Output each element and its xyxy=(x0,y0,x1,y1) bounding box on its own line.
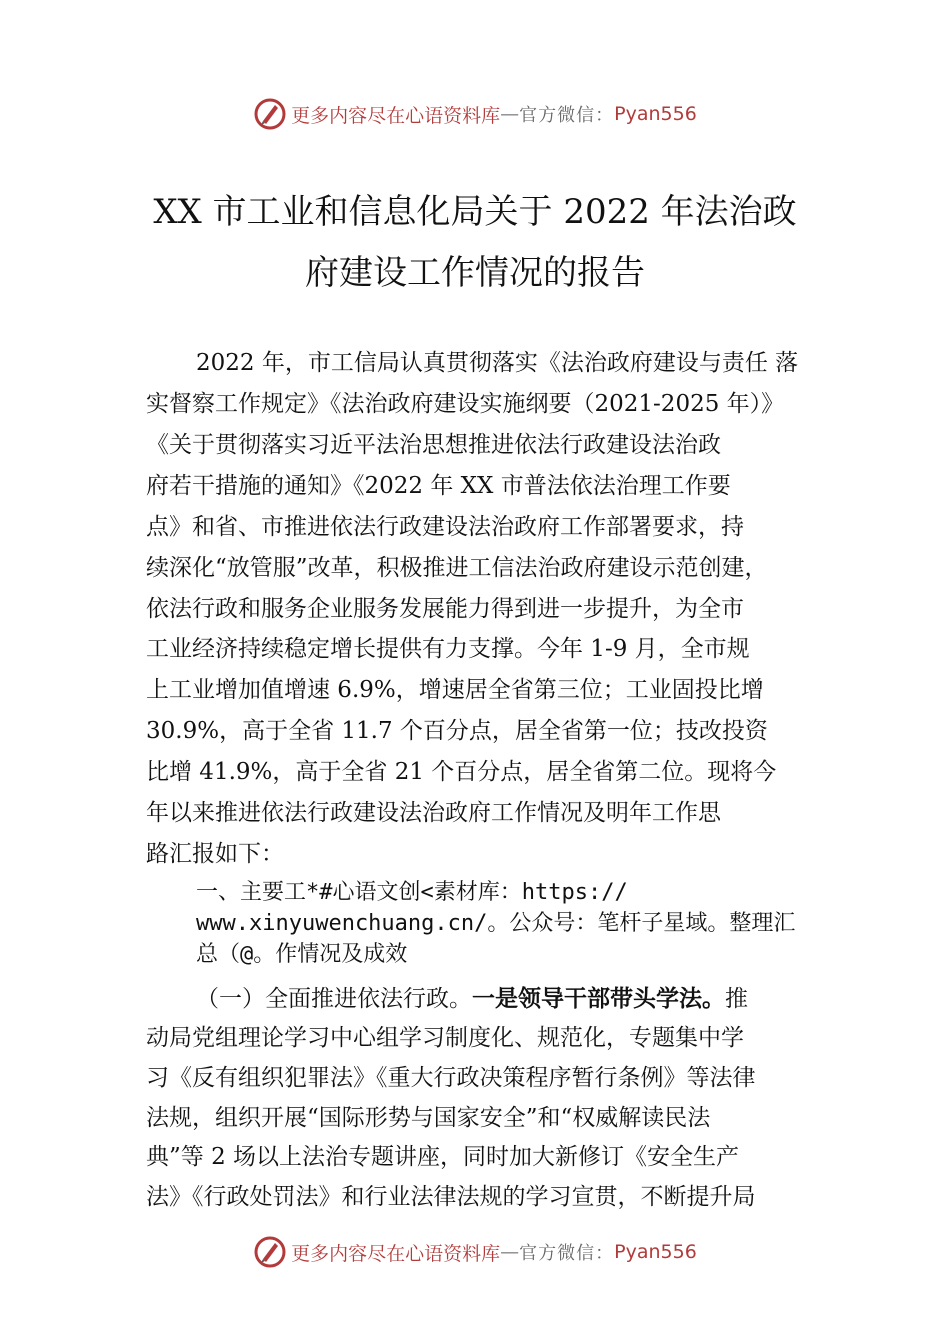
paragraph-line: 典”等 2 场以上法治专题讲座，同时加大新修订《安全生产 xyxy=(146,1144,740,1170)
paragraph-line: 依法行政和服务企业服务发展能力得到进一步提升，为全市 xyxy=(146,596,744,622)
paragraph-line: 路汇报如下： xyxy=(146,841,284,867)
paragraph-line: 续深化“放管服”改革，积极推进工信法治政府建设示范创建， xyxy=(146,555,768,581)
paragraph-line: 法规，组织开展“国际形势与国家安全”和“权威解读民法 xyxy=(146,1105,711,1131)
banner-separator: — xyxy=(500,103,520,125)
footer-banner xyxy=(0,1232,950,1272)
document-title-line-1: XX 市工业和信息化局关于 2022 年法治政 xyxy=(153,192,797,232)
banner-label: 官方微信： xyxy=(519,1243,615,1264)
paragraph-line: 法》《行政处罚法》和行业法律法规的学习宣贯，不断提升局 xyxy=(146,1184,756,1210)
banner-wechat-id: Pyan556 xyxy=(614,1241,697,1263)
section-heading-line: www.xinyuwenchuang.cn/。公众号：笔杆子星域。整理汇 xyxy=(196,911,796,936)
paragraph-line: 动局党组理论学习中心组学习制度化、规范化，专题集中学 xyxy=(146,1025,744,1051)
paragraph-line: 30.9%，高于全省 11.7 个百分点，居全省第一位；技改投资 xyxy=(146,718,768,744)
banner-label: 官方微信： xyxy=(519,105,615,126)
banner-text: 更多内容尽在心语资料库 xyxy=(291,104,501,127)
subsection-lead: （一）全面推进依法行政。 xyxy=(196,986,472,1012)
bold-point: 一是领导干部带头学法。 xyxy=(472,985,725,1012)
paragraph-line: 实督察工作规定》《法治政府建设实施纲要（2021-2025 年）》 xyxy=(146,391,785,417)
paragraph-line: 点》和省、市推进依法行政建设法治政府工作部署要求，持 xyxy=(146,514,744,540)
banner-text: 更多内容尽在心语资料库 xyxy=(291,1242,501,1265)
paragraph-line xyxy=(196,984,748,1014)
paragraph-line: 2022 年，市工信局认真贯彻落实《法治政府建设与责任 落 xyxy=(196,350,799,376)
section-heading-line: 总（@。作情况及成效 xyxy=(196,942,408,967)
section-heading-line: 一、主要工*#心语文创<素材库：https:// xyxy=(196,880,628,905)
banner-wechat-id: Pyan556 xyxy=(614,103,697,125)
header-banner xyxy=(0,94,950,134)
paragraph-line: 府若干措施的通知》《2022 年 XX 市普法依法治理工作要 xyxy=(146,473,731,499)
paragraph-line: 习《反有组织犯罪法》《重大行政决策程序暂行条例》等法律 xyxy=(146,1065,756,1091)
document-title-line-2: 府建设工作情况的报告 xyxy=(305,253,645,293)
line-tail: 推 xyxy=(725,986,748,1012)
paragraph-line: 上工业增加值增速 6.9%，增速居全省第三位；工业固投比增 xyxy=(146,677,764,703)
paragraph-line: 《关于贯彻落实习近平法治思想推进依法行政建设法治政 xyxy=(146,432,721,458)
paragraph-line: 年以来推进依法行政建设法治政府工作情况及明年工作思 xyxy=(146,800,721,826)
pen-circle-logo xyxy=(253,1235,287,1269)
banner-separator: — xyxy=(500,1241,520,1263)
paragraph-line: 比增 41.9%，高于全省 21 个百分点，居全省第二位。现将今 xyxy=(146,759,777,785)
paragraph-line: 工业经济持续稳定增长提供有力支撑。今年 1-9 月，全市规 xyxy=(146,636,750,662)
pen-circle-logo xyxy=(253,97,287,131)
